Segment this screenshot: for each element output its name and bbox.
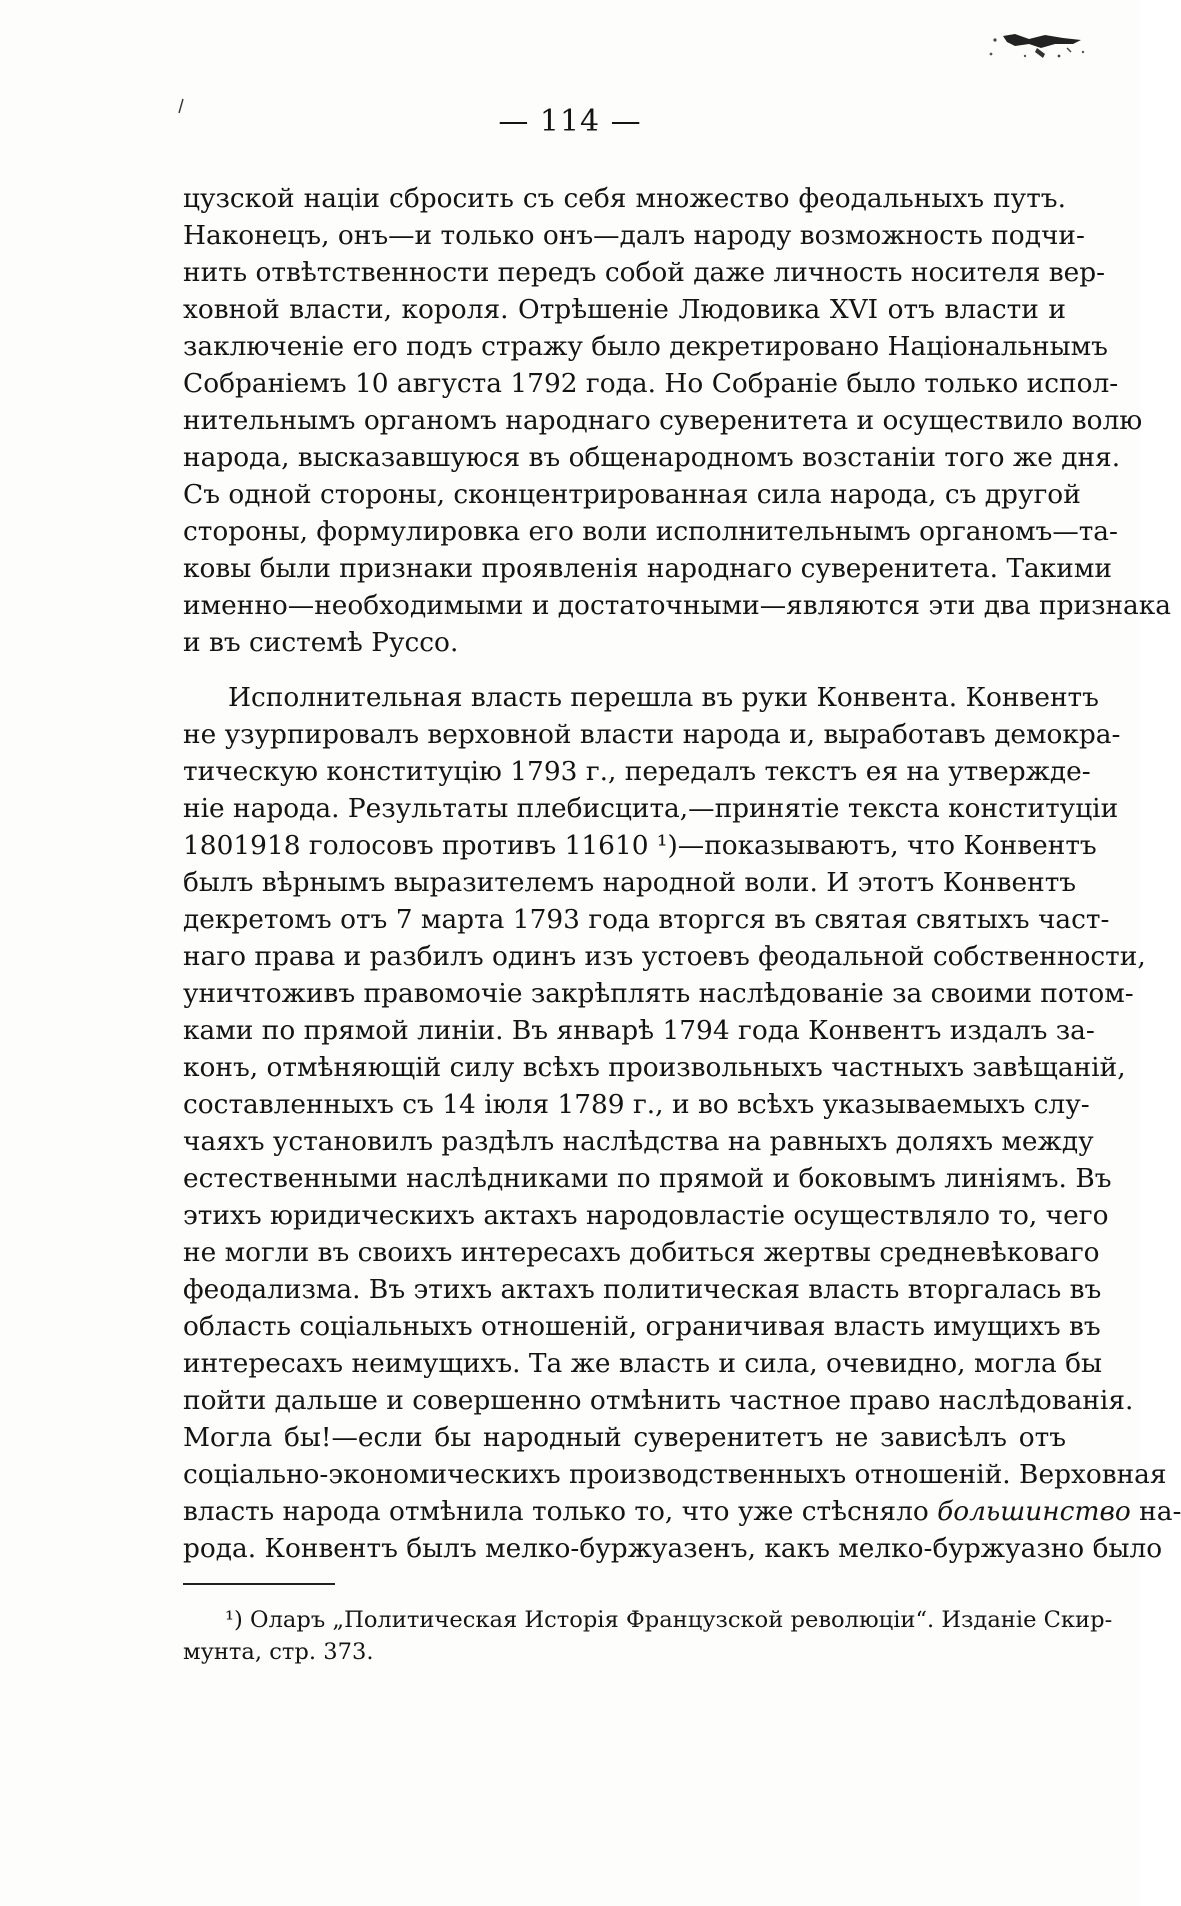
text-line: уничтоживъ правомочіе закрѣплять наслѣдованіе за своими потом- [183,978,1134,1009]
text-line: не могли въ своихъ интересахъ добиться жертвы средневѣковаго [183,1237,1100,1268]
text-line: естественными наслѣдниками по прямой и боковымъ линіямъ. Въ [183,1163,1112,1194]
emphasis-line [183,1493,1181,1530]
text-line: составленныхъ съ 14 іюля 1789 г., и во всѣхъ указываемыхъ слу- [183,1089,1090,1120]
page-number: — 114 — [498,104,642,139]
text-line: тическую конституцію 1793 г., передалъ текстъ ея на утвержде- [183,756,1091,787]
text-line: 1801918 голосовъ противъ 11610 ¹)—показываютъ, что Конвентъ [183,830,1097,861]
text-line: не узурпировалъ верховной власти народа и, выработавъ демокра- [183,719,1121,750]
footnote-divider [183,1583,335,1585]
text-line: интересахъ неимущихъ. Та же власть и сила, очевидно, могла бы [183,1348,1102,1379]
text-line: соціально-экономическихъ производственныхъ отношеній. Верховная [183,1459,1167,1490]
text-line: и въ системѣ Руссо. [183,627,459,658]
text-line: ховной власти, короля. Отрѣшеніе Людовика XVI отъ власти и [183,294,1066,325]
emphasis-line-end: на- [1130,1496,1181,1527]
text-line: область соціальныхъ отношеній, ограничивая власть имущихъ въ [183,1311,1101,1342]
paragraph-2 [183,679,1181,1567]
footnote [183,1604,1113,1668]
paragraph-1 [183,180,1172,661]
text-line: цузской націи сбросить съ себя множество феодальныхъ путъ. [183,183,1066,214]
text-line: Собраніемъ 10 августа 1792 года. Но Собраніе было только испол- [183,368,1119,399]
text-line: народа, высказавшуюся въ общенародномъ возстаніи того же дня. [183,442,1121,473]
text-line: Съ одной стороны, сконцентрированная сила народа, съ другой [183,479,1081,510]
text-line: рода. Конвентъ былъ мелко-буржуазенъ, какъ мелко-буржуазно было [183,1533,1163,1564]
text-line: феодализма. Въ этихъ актахъ политическая власть вторгалась въ [183,1274,1102,1305]
text-line: ніе народа. Результаты плебисцита,—принятіе текста конституціи [183,793,1119,824]
text-line: конъ, отмѣняющій силу всѣхъ произвольныхъ частныхъ завѣщаній, [183,1052,1126,1083]
text-line: нительнымъ органомъ народнаго суверенитета и осуществило волю [183,405,1143,436]
text-line: ками по прямой линіи. Въ январѣ 1794 года Конвентъ издалъ за- [183,1015,1095,1046]
text-line: нить отвѣтственности передъ собой даже личность носителя вер- [183,257,1106,288]
footnote-line: ¹) Оларъ „Политическая Исторія Французской революціи“. Изданіе Скир- [225,1607,1113,1633]
text-line: декретомъ отъ 7 марта 1793 года вторгся въ святая святыхъ част- [183,904,1110,935]
text-line: наго права и разбилъ одинъ изъ устоевъ феодальной собственности, [183,941,1146,972]
main-text [183,180,1181,1567]
text-line: чаяхъ установилъ раздѣлъ наслѣдства на равныхъ доляхъ между [183,1126,1094,1157]
text-line: заключеніе его подъ стражу было декретировано Національнымъ [183,331,1108,362]
text-line: Исполнительная власть перешла въ руки Конвента. Конвентъ [228,682,1099,713]
text-line: Могла бы!—если бы народный суверенитетъ не зависѣлъ отъ [183,1422,1066,1453]
text-line: Наконецъ, онъ—и только онъ—далъ народу возможность подчи- [183,220,1085,251]
text-line: пойти дальше и совершенно отмѣнить частное право наслѣдованія. [183,1385,1134,1416]
text-line: былъ вѣрнымъ выразителемъ народной воли. И этотъ Конвентъ [183,867,1077,898]
footnote-line: мунта, стр. 373. [183,1639,374,1665]
emphasis-line-start: власть народа отмѣнила только то, что уже стѣсняло [183,1496,938,1527]
paragraph-gap [183,661,1066,679]
text-line: этихъ юридическихъ актахъ народовластіе осуществляло то, чего [183,1200,1109,1231]
text-line: стороны, формулировка его воли исполнительнымъ органомъ—та- [183,516,1118,547]
emphasized-word: большинство [937,1496,1131,1527]
text-line: ковы были признаки проявленія народнаго суверенитета. Такими [183,553,1112,584]
text-line: именно—необходимыми и достаточными—являются эти два признака [183,590,1172,621]
scan-artifact-icon [985,30,1090,82]
